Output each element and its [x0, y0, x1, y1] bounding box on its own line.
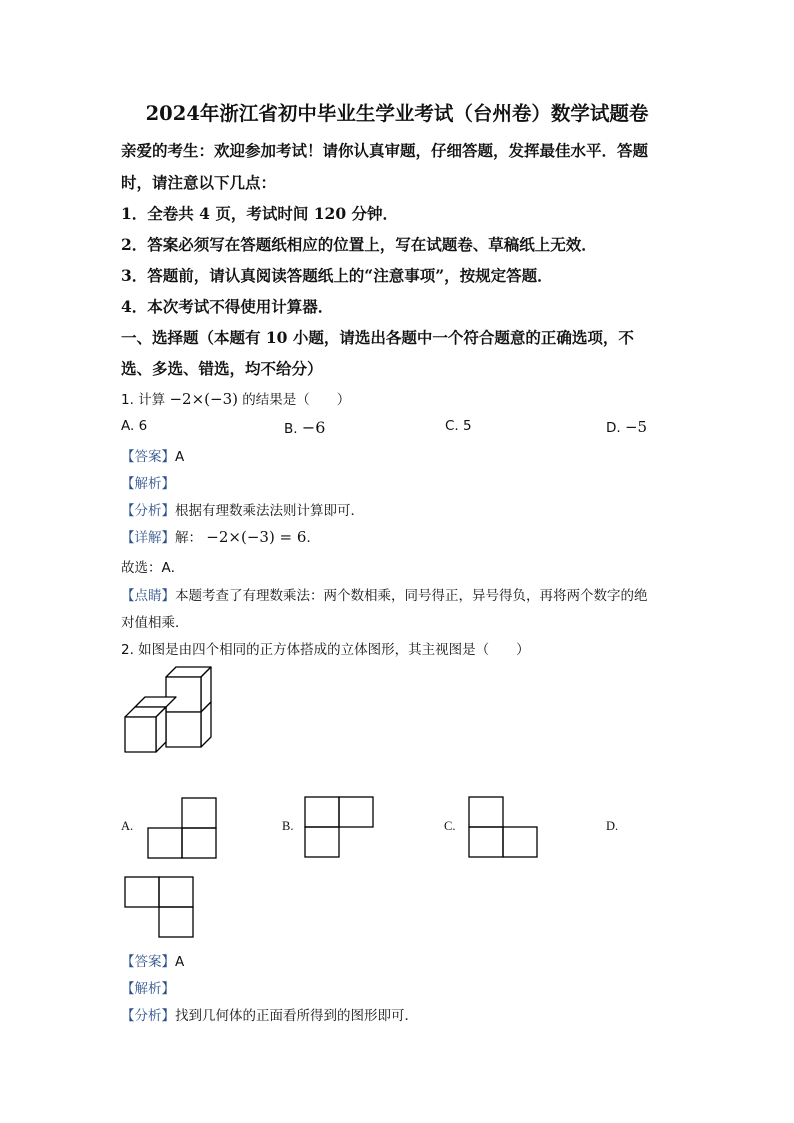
intro-line-1: 亲爱的考生：欢迎参加考试！请你认真审题，仔细答题，发挥最佳水平．答题 — [121, 141, 649, 160]
q2-option-b-label: B. — [282, 819, 294, 833]
intro-item-1: 1．全卷共 4 页，考试时间 120 分钟． — [121, 204, 399, 223]
q1-dianjing-tag: 【点睛】 — [121, 588, 175, 604]
q1-answer-value: A — [175, 449, 185, 465]
q2-fenxi-text: 找到几何体的正面看所得到的图形即可． — [175, 1008, 418, 1024]
q1-option-a: A. 6 — [121, 418, 148, 434]
q1-dianjing-line-2: 对值相乘． — [121, 615, 189, 631]
intro-item-2: 2．答案必须写在答题纸相应的位置上，写在试题卷、草稿纸上无效． — [121, 235, 597, 254]
q2-option-c-label: C. — [444, 819, 456, 833]
q1-prefix: 1. 计算 — [121, 392, 166, 408]
q1-dianjing-text: 本题考查了有理数乘法：两个数相乘，同号得正，异号得负，再将两个数字的绝 — [175, 588, 648, 604]
intro-line-2: 时，请注意以下几点： — [121, 173, 277, 192]
q1-option-d-label: D. — [606, 420, 621, 436]
page-title: 2024年浙江省初中毕业生学业考试（台州卷）数学试题卷 — [145, 102, 649, 125]
q2-answer-value: A — [175, 954, 185, 970]
q1-xiangjie-expression: −2×(−3) = 6 — [206, 528, 307, 546]
q1-answer — [121, 445, 184, 465]
intro-item-3: 3．答题前，请认真阅读答题纸上的“注意事项”，按规定答题． — [121, 266, 553, 285]
q2-option-d-figure — [123, 875, 195, 939]
q1-fenxi — [121, 499, 364, 519]
section-heading-line-2: 选、多选、错选，均不给分） — [121, 359, 323, 378]
q1-option-b — [284, 418, 325, 437]
q1-option-d-value: −5 — [624, 418, 648, 436]
q1-suffix: 的结果是（ ） — [242, 392, 351, 408]
q1-xiangjie — [121, 526, 320, 546]
q1-dianjing-line-1 — [121, 584, 648, 604]
q1-choose: 故选：A． — [121, 560, 185, 576]
q1-xiangjie-suffix: ． — [306, 530, 320, 546]
q2-option-b-figure — [303, 795, 375, 859]
q1-fenxi-text: 根据有理数乘法法则计算即可． — [175, 503, 364, 519]
q1-fenxi-tag: 【分析】 — [121, 503, 175, 519]
q2-answer — [121, 950, 184, 970]
q1-expression: −2×(−3) — [169, 390, 238, 408]
q2-fenxi-tag: 【分析】 — [121, 1008, 175, 1024]
q2-option-d-label: D. — [606, 819, 619, 833]
q1-xiangjie-tag: 【详解】 — [121, 530, 175, 546]
q2-analysis-tag: 【解析】 — [121, 981, 175, 997]
section-heading-line-1: 一、选择题（本题有 10 小题，请选出各题中一个符合题意的正确选项，不 — [121, 328, 634, 347]
q2-fenxi — [121, 1004, 418, 1024]
q1-option-c: C. 5 — [445, 418, 472, 434]
q1-option-d — [606, 418, 647, 436]
q2-option-a-label: A. — [121, 819, 134, 833]
q1-answer-tag: 【答案】 — [121, 449, 175, 465]
q1-analysis-tag: 【解析】 — [121, 476, 175, 492]
q2-answer-tag: 【答案】 — [121, 954, 175, 970]
q1-stem — [121, 388, 350, 408]
q1-option-b-value: −6 — [301, 418, 326, 437]
intro-item-4: 4．本次考试不得使用计算器． — [121, 297, 334, 316]
q1-option-b-label: B. — [284, 421, 298, 437]
q2-option-c-figure — [467, 795, 539, 859]
q2-stem: 2. 如图是由四个相同的正方体搭成的立体图形，其主视图是（ ） — [121, 642, 530, 658]
q1-xiangjie-prefix: 解： — [175, 530, 202, 546]
q2-option-a-figure — [146, 796, 218, 860]
q2-cube-figure — [120, 662, 220, 757]
